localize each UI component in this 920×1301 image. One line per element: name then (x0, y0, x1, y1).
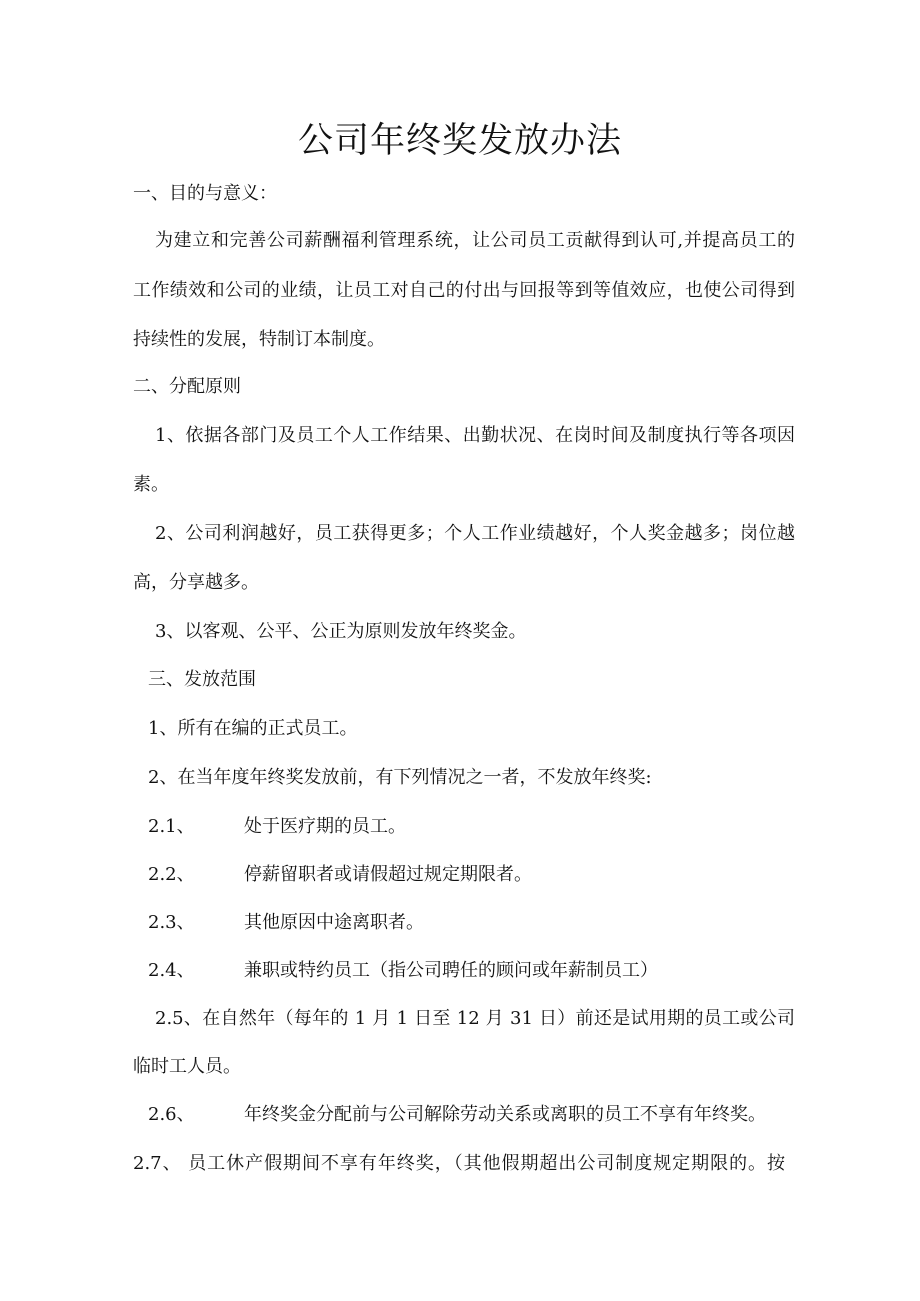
section-3-sub-item (148, 862, 532, 888)
sub-item-number: 2.3、 (148, 912, 195, 933)
section-2-item-1-line-1: 1、依据各部门及员工个人工作结果、出勤状况、在岗时间及制度执行等各项因 (155, 425, 795, 446)
section-3-sub-item (148, 910, 424, 936)
section-3-item-2: 2、在当年度年终奖发放前，有下列情况之一者，不发放年终奖: (148, 767, 652, 788)
section-3-sub-item-5-line-2: 临时工人员。 (133, 1056, 241, 1077)
section-3-sub-item-6 (148, 1102, 766, 1128)
section-1-paragraph-line-3: 持续性的发展，特制订本制度。 (133, 329, 385, 350)
sub-item-number: 2.4、 (148, 960, 195, 981)
sub-item-text: 年终奖金分配前与公司解除劳动关系或离职的员工不享有年终奖。 (244, 1104, 766, 1125)
sub-item-text: 停薪留职者或请假超过规定期限者。 (244, 864, 532, 885)
section-2-item-2-line-2: 高，分享越多。 (133, 572, 259, 593)
section-3-item-1: 1、所有在编的正式员工。 (148, 718, 358, 739)
document-title: 公司年终奖发放办法 (297, 121, 622, 161)
section-3-sub-item (148, 814, 406, 840)
section-2-item-2-line-1: 2、公司利润越好，员工获得更多；个人工作业绩越好，个人奖金越多；岗位越 (155, 523, 795, 544)
section-3-heading: 三、发放范围 (148, 669, 256, 690)
section-3-sub-item-5-line-1: 2.5、在自然年（每年的 1 月 1 日至 12 月 31 日）前还是试用期的员工或公司 (155, 1008, 795, 1029)
sub-item-text: 处于医疗期的员工。 (244, 816, 406, 837)
section-1-paragraph-line-1: 为建立和完善公司薪酬福利管理系统，让公司员工贡献得到认可,并提高员工的 (155, 230, 795, 251)
section-2-item-1-line-2: 素。 (133, 474, 169, 495)
sub-item-number: 2.2、 (148, 864, 195, 885)
section-3-sub-item-7: 2.7、 员工休产假期间不享有年终奖，（其他假期超出公司制度规定期限的。按 (133, 1153, 785, 1174)
section-1-paragraph-line-2: 工作绩效和公司的业绩，让员工对自己的付出与回报等到等值效应，也使公司得到 (133, 280, 795, 301)
section-1-heading: 一、目的与意义： (133, 183, 277, 204)
section-3-sub-item (148, 958, 658, 984)
section-2-item-3: 3、以客观、公平、公正为原则发放年终奖金。 (155, 621, 527, 642)
sub-item-text: 兼职或特约员工（指公司聘任的顾问或年薪制员工） (244, 960, 658, 981)
sub-item-text: 其他原因中途离职者。 (244, 912, 424, 933)
sub-item-number: 2.6、 (148, 1104, 195, 1125)
sub-item-number: 2.1、 (148, 816, 195, 837)
section-2-heading: 二、分配原则 (133, 376, 241, 397)
